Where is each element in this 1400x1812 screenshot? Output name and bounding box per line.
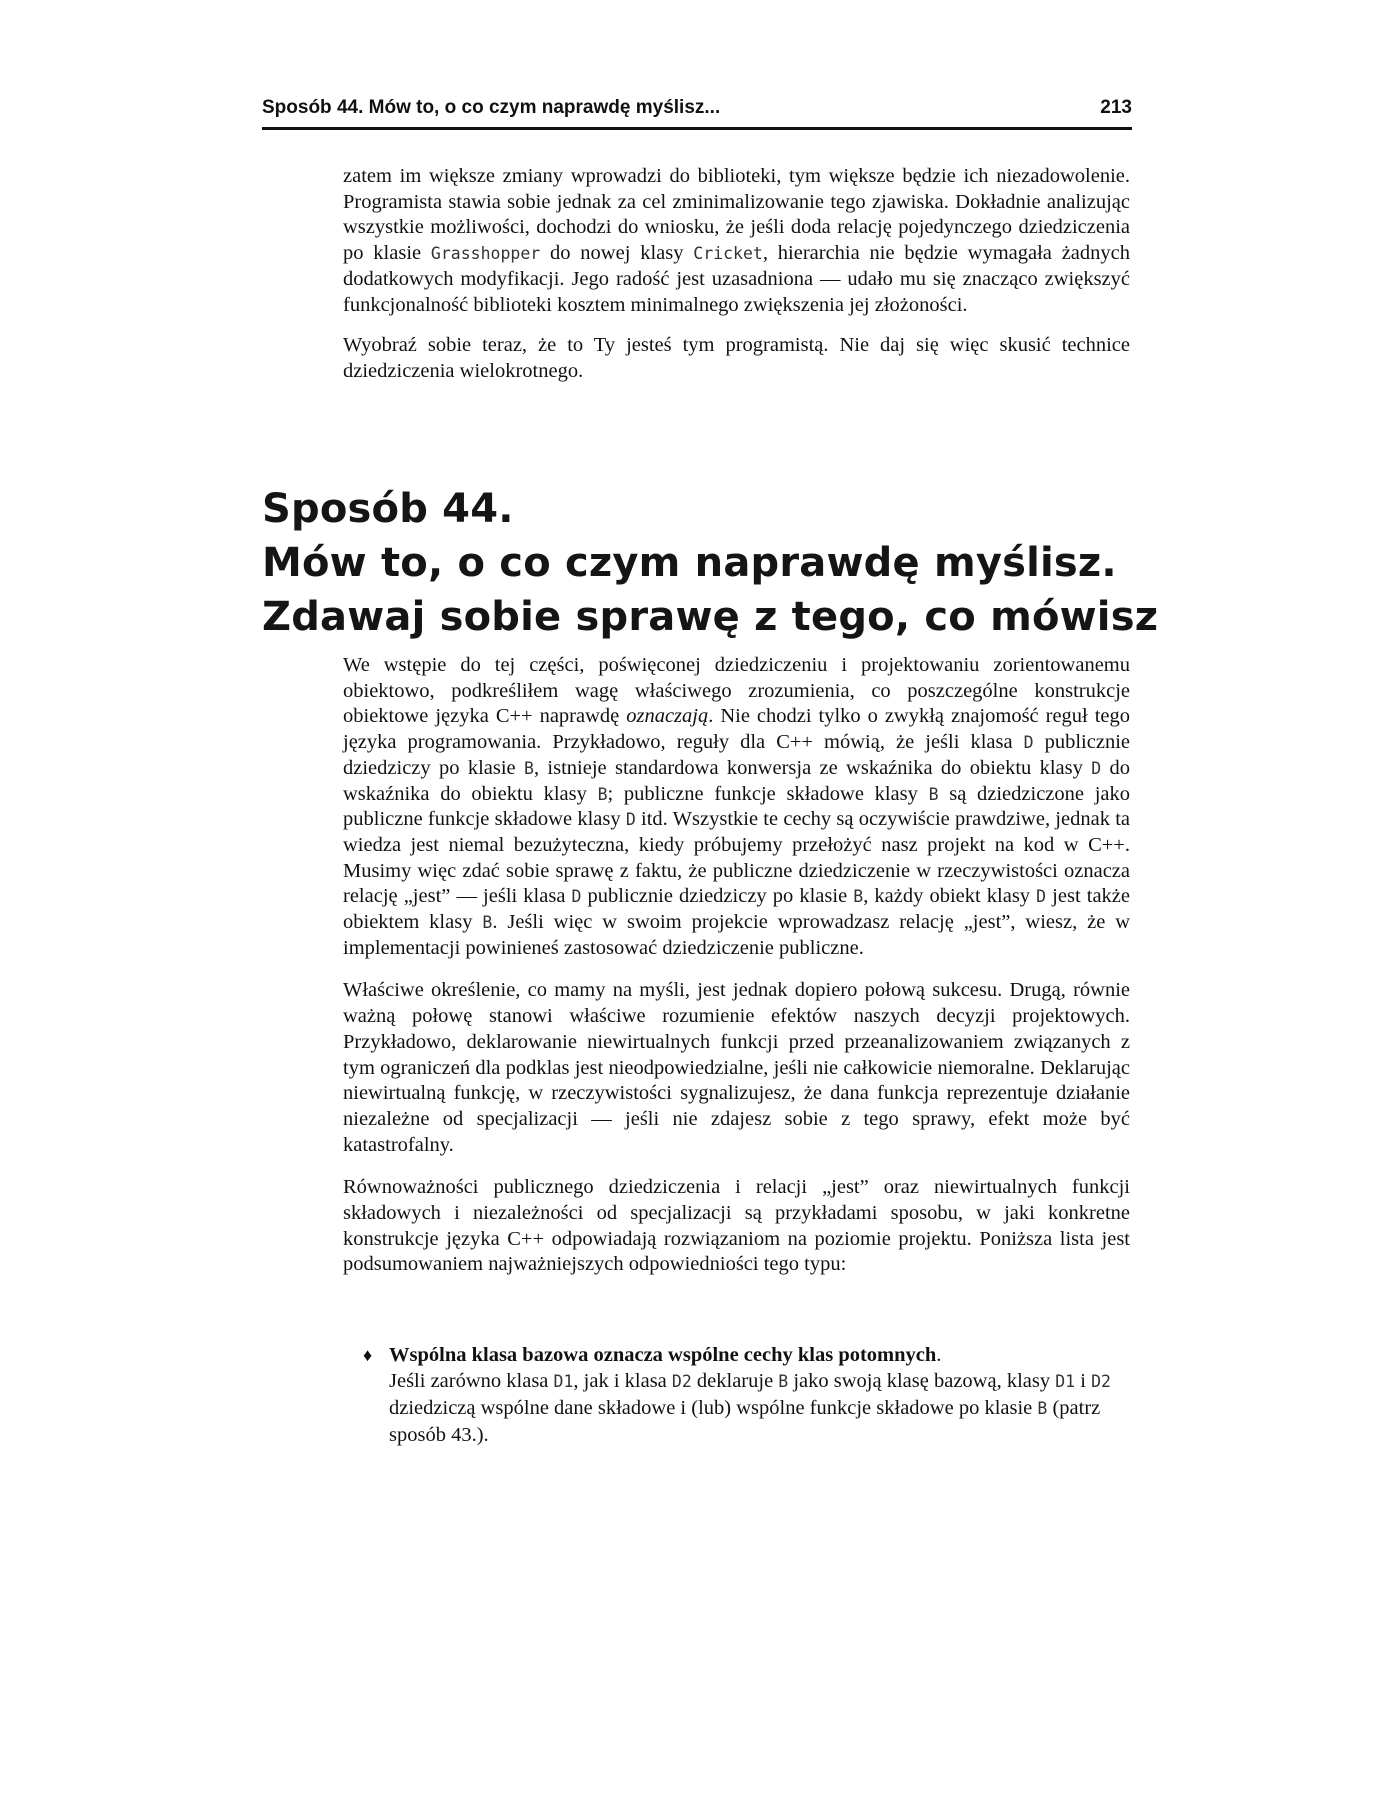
code-cricket: Cricket — [693, 244, 763, 264]
bullet-diamond-icon: ♦ — [363, 1345, 373, 1365]
paragraph-1: We wstępie do tej części, poświęconej dziedziczeniu i projektowaniu zorientowanemu obiektowo, podkreśliłem wagę właściwego zrozumienia, co poszczególne konstrukcje obiektowe języka C++ naprawdę oznaczają. Nie chodzi tylko o zwykłą znajomość reguł tego języka programowania. Przykładowo, reguły dla C++ mówią, że jeśli klasa D publicznie dziedziczy po klasie B, istnieje standardowa konwersja ze wskaźnika do obiektu klasy D do wskaźnika do obiektu klasy B; publiczne funkcje składowe klasy B są dziedziczone jako publiczne funkcje składowe klasy D itd. Wszystkie te cechy są oczywiście prawdziwe, jednak ta wiedza jest niemal bezużyteczna, kiedy próbujemy przełożyć nasz projekt na kod w C++. Musimy więc zdać sobie sprawę z faktu, że publiczne dziedziczenie w rzeczywistości oznacza relację „jest” — jeśli klasa D publicznie dziedziczy po klasie B, każdy obiekt klasy D jest także obiektem klasy B. Jeśli więc w swoim projekcie wprowadzasz relację „jest”, wiesz, że w implementacji powinieneś zastosować dziedziczenie publiczne. — [343, 654, 1131, 959]
emphasis-oznaczaja: oznaczają — [626, 705, 709, 728]
bullet-text: Jeśli zarówno klasa D1, jak i klasa D2 deklaruje B jako swoją klasę bazową, klasy D1 i D2 dziedziczą wspólne dane składowe i (lub) wspólne funkcje składowe po klasie B (patrz sposób 43.). — [389, 1370, 1111, 1446]
header-title: Sposób 44. Mów to, o co czym naprawdę myślisz... — [262, 97, 721, 118]
page-number: 213 — [1100, 97, 1132, 118]
paragraph-2: Właściwe określenie, co mamy na myśli, jest jednak dopiero połową sukcesu. Drugą, równie ważną połowę stanowi właściwe rozumienie efektów naszych decyzji projektowych. Przykładowo, deklarowanie niewirtualnych funkcji przed przeanalizowaniem związanych z tym ograniczeń dla podklas jest nieodpowiedzialne, jeśli nie całkowicie niemoralne. Deklarując niewirtualną funkcję, w rzeczywistości sygnalizujesz, że dana funkcja reprezentuje działanie niezależne od specjalizacji — jeśli nie zdajesz sobie z tego sprawy, efekt może być katastrofalny. — [343, 979, 1130, 1156]
intro-paragraph-1: zatem im większe zmiany wprowadzi do biblioteki, tym większe będzie ich niezadowolenie. Programista stawia sobie jednak za cel zminimalizowanie tego zjawiska. Dokładnie analizując wszystkie możliwości, dochodzi do wniosku, że jeśli doda relację pojedynczego dziedziczenia po klasie Grasshopper do nowej klasy Cricket, hierarchia nie będzie wymagała żadnych dodatkowych modyfikacji. Jego radość jest uzasadniona — udało mu się znacząco zwiększyć funkcjonalność biblioteki kosztem minimalnego zwiększenia jej złożoności. — [343, 165, 1130, 316]
bullet-item — [343, 1342, 1130, 1448]
bullet-content — [389, 1342, 1130, 1448]
intro-paragraph-2: Wyobraź sobie teraz, że to Ty jesteś tym programistą. Nie daj się więc skusić technice dziedziczenia wielokrotnego. — [343, 334, 1130, 382]
section-heading — [262, 482, 1158, 644]
heading-line-2: Mów to, o co czym naprawdę myślisz. — [262, 540, 1117, 586]
main-section — [343, 653, 1130, 1278]
bullet-title: Wspólna klasa bazowa oznacza wspólne cechy klas potomnych — [389, 1344, 937, 1366]
running-header — [262, 97, 1132, 130]
code-grasshopper: Grasshopper — [430, 244, 541, 264]
heading-line-1: Sposób 44. — [262, 486, 514, 532]
heading-line-3: Zdawaj sobie sprawę z tego, co mówisz — [262, 594, 1159, 640]
bullet-title-line: Wspólna klasa bazowa oznacza wspólne cechy klas potomnych. — [389, 1344, 942, 1366]
intro-section — [343, 164, 1130, 385]
paragraph-3: Równoważności publicznego dziedziczenia i relacji „jest” oraz niewirtualnych funkcji składowych i niezależności od specjalizacji są przykładami sposobu, w jaki konkretne konstrukcje języka C++ odpowiadają rozwiązaniom na poziomie projektu. Poniższa lista jest podsumowaniem najważniejszych odpowiedniości tego typu: — [343, 1176, 1130, 1276]
